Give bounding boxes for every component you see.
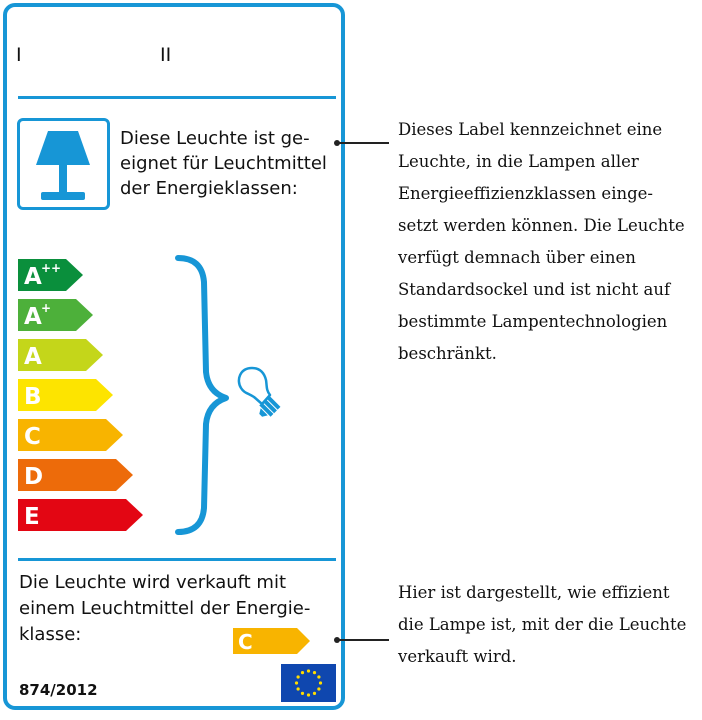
header-roman-one: I [16,44,22,66]
energy-class-arrow [18,459,133,491]
energy-class-letter: A [24,264,42,290]
energy-class-arrow [18,259,83,291]
eu-star [307,693,310,696]
eu-star [313,671,316,674]
lamp-icon-box [17,118,110,210]
top-leader-line [337,142,389,144]
energy-class-letter: A [24,344,42,370]
energy-class-arrow [18,299,93,331]
sold-class-letter: C [238,630,253,654]
eu-star [301,692,304,695]
bottom-leader-line [337,639,389,641]
energy-class-letter: B [24,384,42,410]
lamp-suitability-text: Diese Leuchte ist ge- eignet für Leuchtmittel der Energieklassen: [120,128,327,199]
energy-class-arrow [18,379,113,411]
energy-class-letter: E [24,504,40,530]
energy-class-letter: A [24,304,42,330]
sold-lamp-class-arrow [232,627,314,657]
energy-class-letter: C [24,424,41,450]
eu-star [301,671,304,674]
eu-star [307,669,310,672]
regulation-number: 874/2012 [19,681,98,699]
header-roman-two: II [160,44,172,66]
eu-star [317,687,320,690]
eu-star [319,681,322,684]
energy-class-letter: D [24,464,44,490]
table-lamp-icon [20,121,107,207]
energy-class-arrow [18,499,143,531]
eu-star [297,687,300,690]
eu-flag-icon [281,664,336,702]
label-explanation-text: Dieses Label kennzeichnet eine Leuchte, in die Lampen aller Energieeffizienzklassen einge- setzt werden können. Die Leuchte verfügt demnach über einen Standardsockel und ist nicht auf bestimmte Lampentechnologien beschränkt. [398,120,685,363]
energy-class-superscript: ++ [41,261,62,275]
eu-star [297,675,300,678]
eu-star [295,681,298,684]
energy-class-arrow [18,419,123,451]
top-divider [18,96,336,99]
light-bulb-icon [232,362,302,422]
bottom-divider [18,558,336,561]
energy-class-superscript: + [41,301,52,315]
eu-star [313,692,316,695]
energy-class-arrow [18,339,103,371]
lamp-efficiency-explanation-text: Hier ist dargestellt, wie effizient die Lampe ist, mit der die Leuchte verkauft wird. [398,583,687,666]
sold-with-lamp-text: Die Leuchte wird verkauft mit einem Leuchtmittel der Energie- klasse: [19,572,311,645]
eu-star [317,675,320,678]
